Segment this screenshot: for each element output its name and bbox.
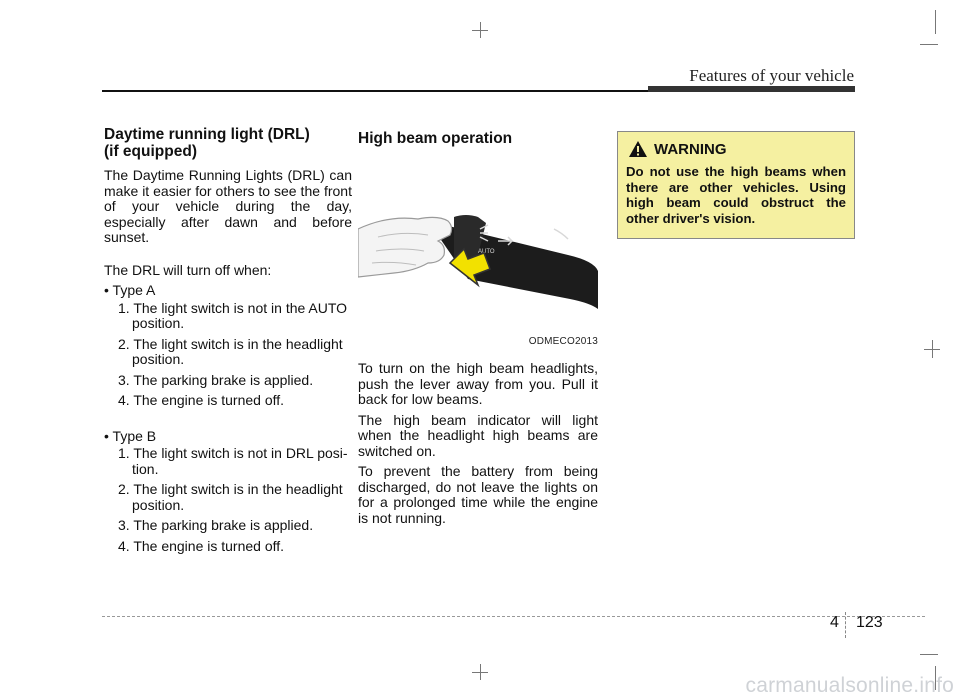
list-item: 3. The parking brake is applied. xyxy=(118,371,314,388)
warning-header xyxy=(628,140,846,158)
warning-triangle-icon xyxy=(628,140,648,158)
footer-rule xyxy=(102,616,925,617)
warning-body: Do not use the high beams when there are other vehicles. Using high beam could obstruct the other driver's vision. xyxy=(626,164,846,226)
crop-mark-top-center-v xyxy=(480,22,481,38)
crop-mark-top-right-v xyxy=(935,10,936,34)
page-number-divider xyxy=(845,612,846,638)
list-item: 1. The light switch is not in DRL posi- tion. xyxy=(118,445,348,477)
high-beam-section xyxy=(358,126,598,526)
auto-label: AUTO xyxy=(478,249,495,255)
list-item: 1. The light switch is not in the AUTO position. xyxy=(118,299,348,331)
drl-section xyxy=(104,126,352,554)
hand-illustration xyxy=(358,217,452,277)
chapter-number: 4 xyxy=(830,614,839,631)
crop-mark-bottom-center-v xyxy=(480,664,481,680)
list-item: 2. The light switch is in the headlight position. xyxy=(118,481,343,513)
header-rule xyxy=(102,90,648,92)
high-beam-para-3: To prevent the battery from being discharged, do not leave the lights on for a prolonged time while the engine is not running. xyxy=(358,463,598,526)
crop-mark-top-right-h xyxy=(920,44,938,45)
type-b-list xyxy=(104,446,352,554)
warning-box-wrapper xyxy=(617,131,855,239)
high-beam-para-2: The high beam indicator will light when the headlight high beams are switched on. xyxy=(358,411,598,459)
type-a-list xyxy=(104,301,352,409)
watermark: carmanualsonline.info xyxy=(745,674,954,697)
drl-heading xyxy=(104,126,352,160)
list-item: 4. The engine is turned off. xyxy=(118,392,285,408)
crop-mark-right-middle-h xyxy=(924,349,940,350)
warning-box xyxy=(617,131,855,239)
type-b-label: • Type B xyxy=(104,427,157,444)
crop-mark-bottom-right-h xyxy=(920,654,938,655)
high-beam-figure xyxy=(358,159,598,349)
header-rule-accent xyxy=(648,86,855,92)
page-number-value: 123 xyxy=(856,614,883,631)
drl-off-when: The DRL will turn off when: xyxy=(104,261,272,278)
mark-line-icon xyxy=(554,229,568,239)
list-item: 4. The engine is turned off. xyxy=(118,537,285,554)
list-item: 2. The light switch is in the headlight position. xyxy=(118,335,343,367)
drl-intro: The Daytime Running Lights (DRL) can make it easier for others to see the front of your vehicle during the day, especially after dawn and before sunset. xyxy=(104,167,352,245)
type-a-label: • Type A xyxy=(104,282,156,298)
high-beam-heading: High beam operation xyxy=(358,130,513,147)
list-item: 3. The parking brake is applied. xyxy=(118,517,314,533)
drl-heading-line2: (if equipped) xyxy=(104,143,197,160)
drl-heading-line1: Daytime running light (DRL) xyxy=(104,126,310,143)
figure-caption: ODMECO2013 xyxy=(528,336,598,347)
high-beam-para-1: To turn on the high beam headlights, push the lever away from you. Pull it back for low beams. xyxy=(358,360,598,407)
lever-illustration xyxy=(358,159,598,349)
section-title: Features of your vehicle xyxy=(689,66,854,85)
warning-title: WARNING xyxy=(654,140,727,158)
